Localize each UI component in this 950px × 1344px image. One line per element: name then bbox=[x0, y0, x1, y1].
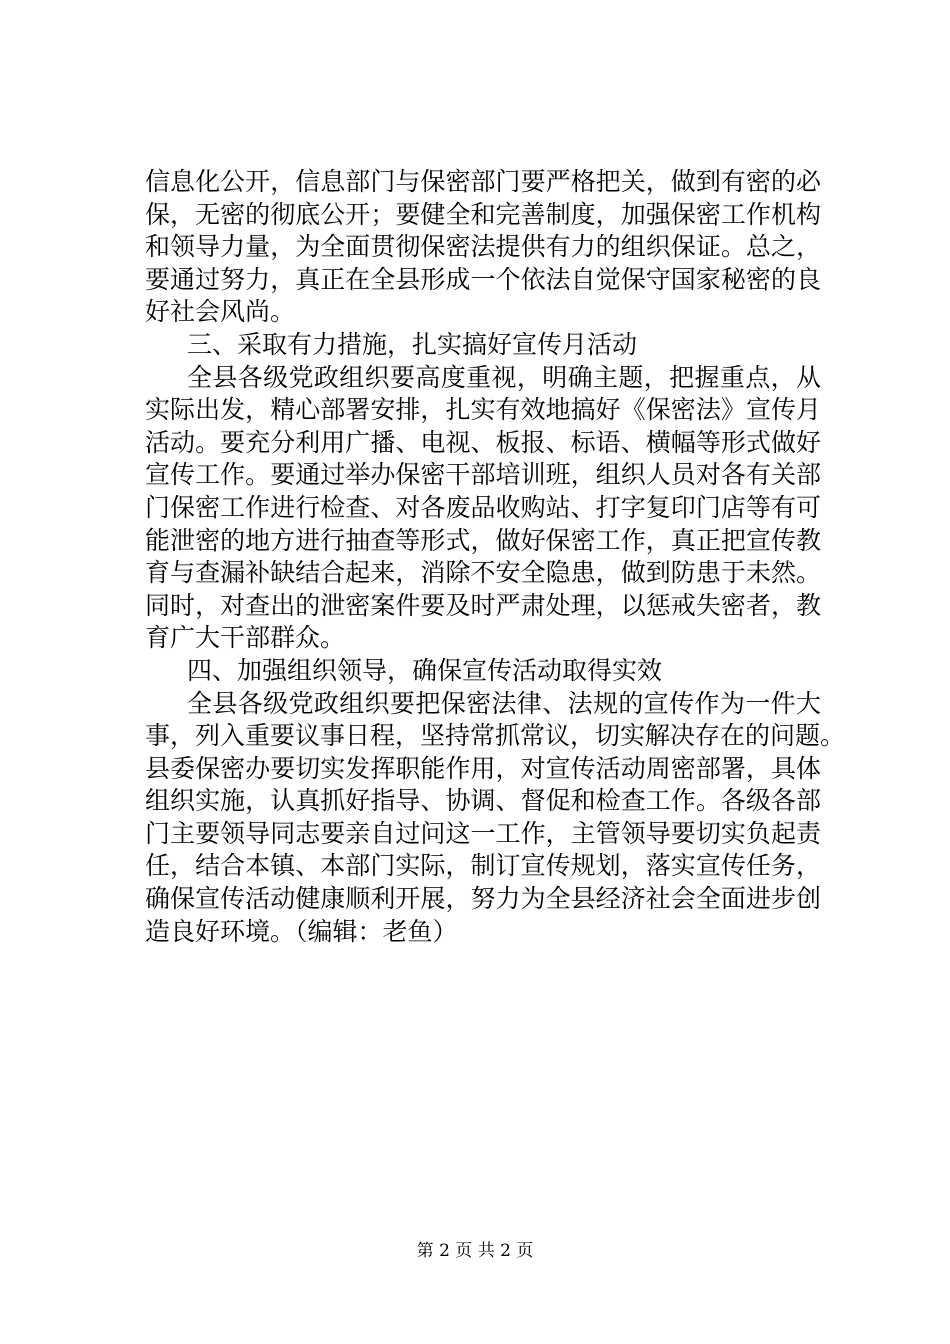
body-line: 和领导力量，为全面贯彻保密法提供有力的组织保证。总之， bbox=[145, 232, 821, 262]
section-heading-4: 四、加强组织领导，确保宣传活动取得实效 bbox=[187, 655, 663, 685]
body-line: 信息化公开，信息部门与保密部门要严格把关，做到有密的必 bbox=[145, 167, 821, 196]
body-line: 事，列入重要议事日程，坚持常抓常议，切实解决存在的问题。 bbox=[145, 721, 846, 751]
body-line: 门保密工作进行检查、对各废品收购站、打字复印门店等有可 bbox=[145, 492, 821, 522]
body-line: 组织实施，认真抓好指导、协调、督促和检查工作。各级各部 bbox=[145, 786, 821, 816]
body-line: 造良好环境。（编辑：老鱼） bbox=[145, 916, 458, 946]
page-number-footer: 第 2 页 共 2 页 bbox=[416, 1241, 534, 1261]
document-body bbox=[145, 166, 846, 948]
body-line: 门主要领导同志要亲自过问这一工作，主管领导要切实负起责 bbox=[145, 818, 821, 848]
body-line: 实际出发，精心部署安排，扎实有效地搞好《保密法》宣传月 bbox=[145, 395, 821, 425]
body-line: 活动。要充分利用广播、电视、板报、标语、横幅等形式做好 bbox=[145, 427, 821, 457]
paragraph-first-line: 全县各级党政组织要把保密法律、法规的宣传作为一件大 bbox=[187, 688, 821, 718]
body-line: 县委保密办要切实发挥职能作用，对宣传活动周密部署，具体 bbox=[145, 753, 821, 783]
body-line: 保，无密的彻底公开；要健全和完善制度，加强保密工作机构 bbox=[145, 199, 821, 229]
body-line: 同时，对查出的泄密案件要及时严肃处理，以惩戒失密者，教 bbox=[145, 590, 821, 620]
body-line: 任，结合本镇、本部门实际，制订宣传规划，落实宣传任务， bbox=[145, 851, 821, 881]
paragraph-first-line: 全县各级党政组织要高度重视，明确主题，把握重点，从 bbox=[187, 362, 821, 392]
body-line: 育广大干部群众。 bbox=[145, 623, 346, 653]
body-line: 要通过努力，真正在全县形成一个依法自觉保守国家秘密的良 bbox=[145, 264, 821, 294]
body-line: 育与查漏补缺结合起来，消除不安全隐患，做到防患于未然。 bbox=[145, 558, 821, 588]
body-line: 宣传工作。要通过举办保密干部培训班，组织人员对各有关部 bbox=[145, 460, 821, 490]
body-line: 确保宣传活动健康顺利开展，努力为全县经济社会全面进步创 bbox=[145, 884, 821, 914]
body-line: 能泄密的地方进行抽查等形式，做好保密工作，真正把宣传教 bbox=[145, 525, 821, 555]
body-line: 好社会风尚。 bbox=[145, 297, 296, 327]
section-heading-3: 三、采取有力措施，扎实搞好宣传月活动 bbox=[187, 329, 638, 359]
